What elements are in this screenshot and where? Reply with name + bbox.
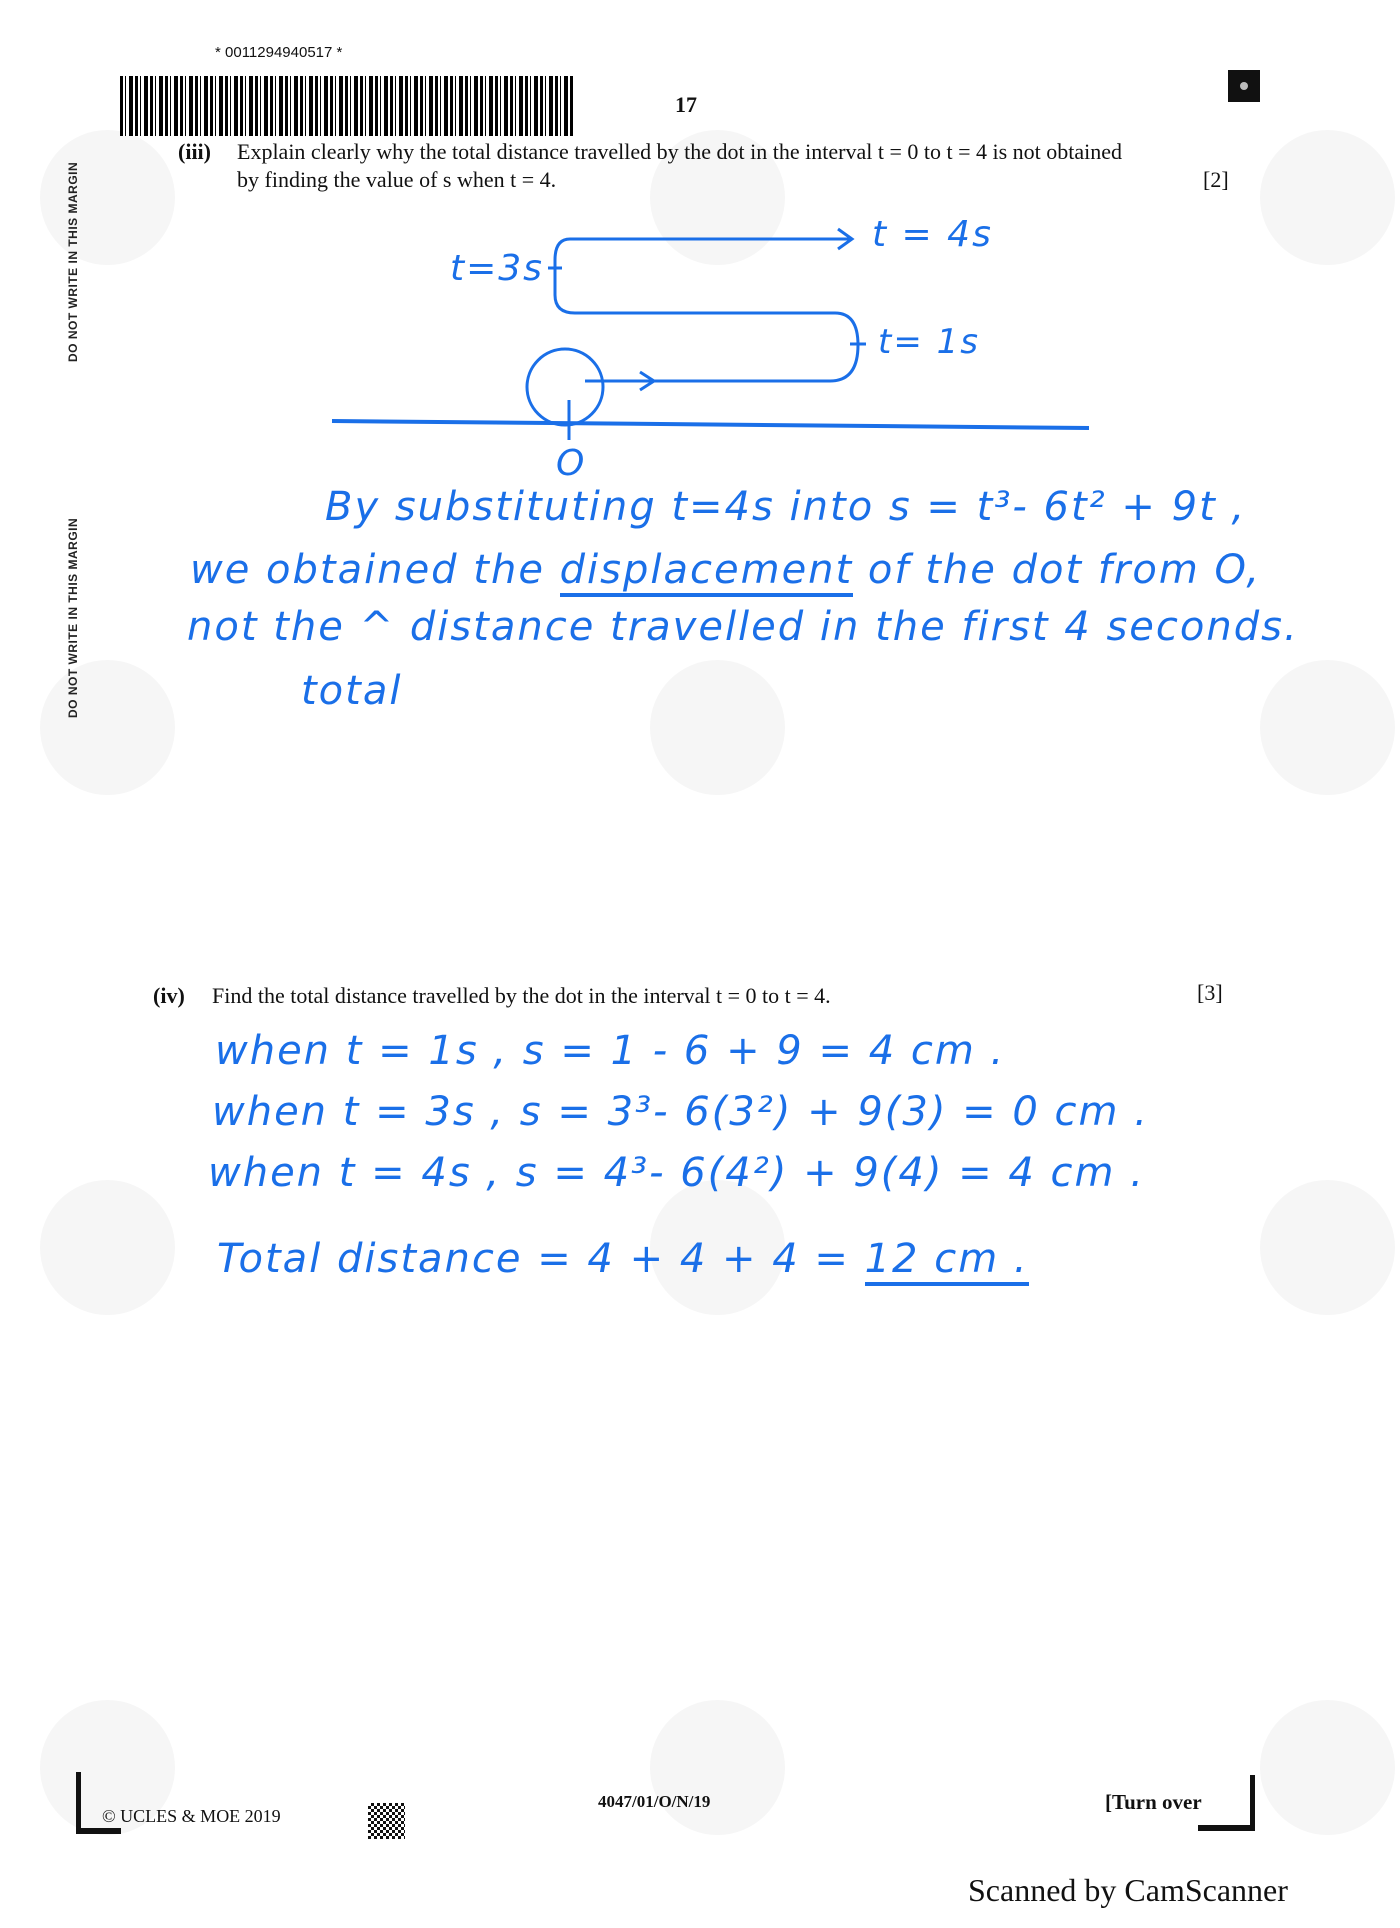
scanner-credit: Scanned by CamScanner [968,1872,1288,1908]
question-iii-line1: Explain clearly why the total distance travelled by the dot in the interval t = 0 to t = 4 is not obtained [237,139,1123,164]
answer-text: we obtained the [190,547,560,593]
margin-warning: DO NOT WRITE IN THIS MARGIN [66,161,80,362]
watermark [650,660,785,795]
answer-iii-line2 [190,547,1261,593]
copyright: © UCLES & MOE 2019 [102,1806,281,1826]
final-answer: 12 cm . [865,1236,1029,1286]
question-iv-marks: [3] [1197,980,1223,1005]
answer-iv-line3: when t = 4s , s = 4³- 6(4²) + 9(4) = 4 cm . [208,1150,1145,1196]
turn-over: [Turn over [1105,1790,1202,1814]
question-iv-text: Find the total distance travelled by the dot in the interval t = 0 to t = 4. [212,983,831,1008]
answer-text: of the dot from O, [853,547,1262,593]
watermark [650,1700,785,1835]
answer-iii-line3: not the ^ distance travelled in the first 4 seconds. [187,604,1299,650]
question-iii-line2: by finding the value of s when t = 4. [237,167,557,192]
page-number: 17 [675,92,697,117]
paper-code: 4047/01/O/N/19 [598,1792,711,1811]
path-middle [575,313,858,381]
answer-iv-line4 [217,1236,1029,1282]
answer-iii-insert: total [301,668,403,714]
label-t1: t= 1s [878,322,980,362]
watermark [1260,1180,1395,1315]
path-left-turn [555,239,575,313]
answer-iv-line2: when t = 3s , s = 3³- 6(3²) + 9(3) = 0 cm . [212,1089,1149,1135]
barcode-number: * 0011294940517 * [215,44,343,61]
motion-diagram [0,0,1400,500]
watermark [1260,1700,1395,1835]
answer-iv-line1: when t = 1s , s = 1 - 6 + 9 = 4 cm . [215,1028,1006,1074]
qr-code [368,1803,405,1839]
question-iii-label: (iii) [178,139,211,164]
watermark [40,1180,175,1315]
dot-circle [527,349,603,425]
label-t4: t = 4s [872,214,993,255]
question-iii-marks: [2] [1203,167,1229,192]
question-iv-label: (iv) [153,983,185,1008]
label-origin: O [556,443,587,484]
underlined-word: displacement [560,547,854,597]
margin-warning: DO NOT WRITE IN THIS MARGIN [66,517,80,718]
answer-iii-line1: By substituting t=4s into s = t³- 6t² + 9t , [325,484,1247,530]
corner-mark [1198,1775,1255,1831]
answer-text: Total distance = 4 + 4 + 4 = [217,1236,865,1282]
watermark [40,660,175,795]
watermark [1260,660,1395,795]
label-t3: t=3s [450,248,544,289]
axis-line [332,421,1089,428]
